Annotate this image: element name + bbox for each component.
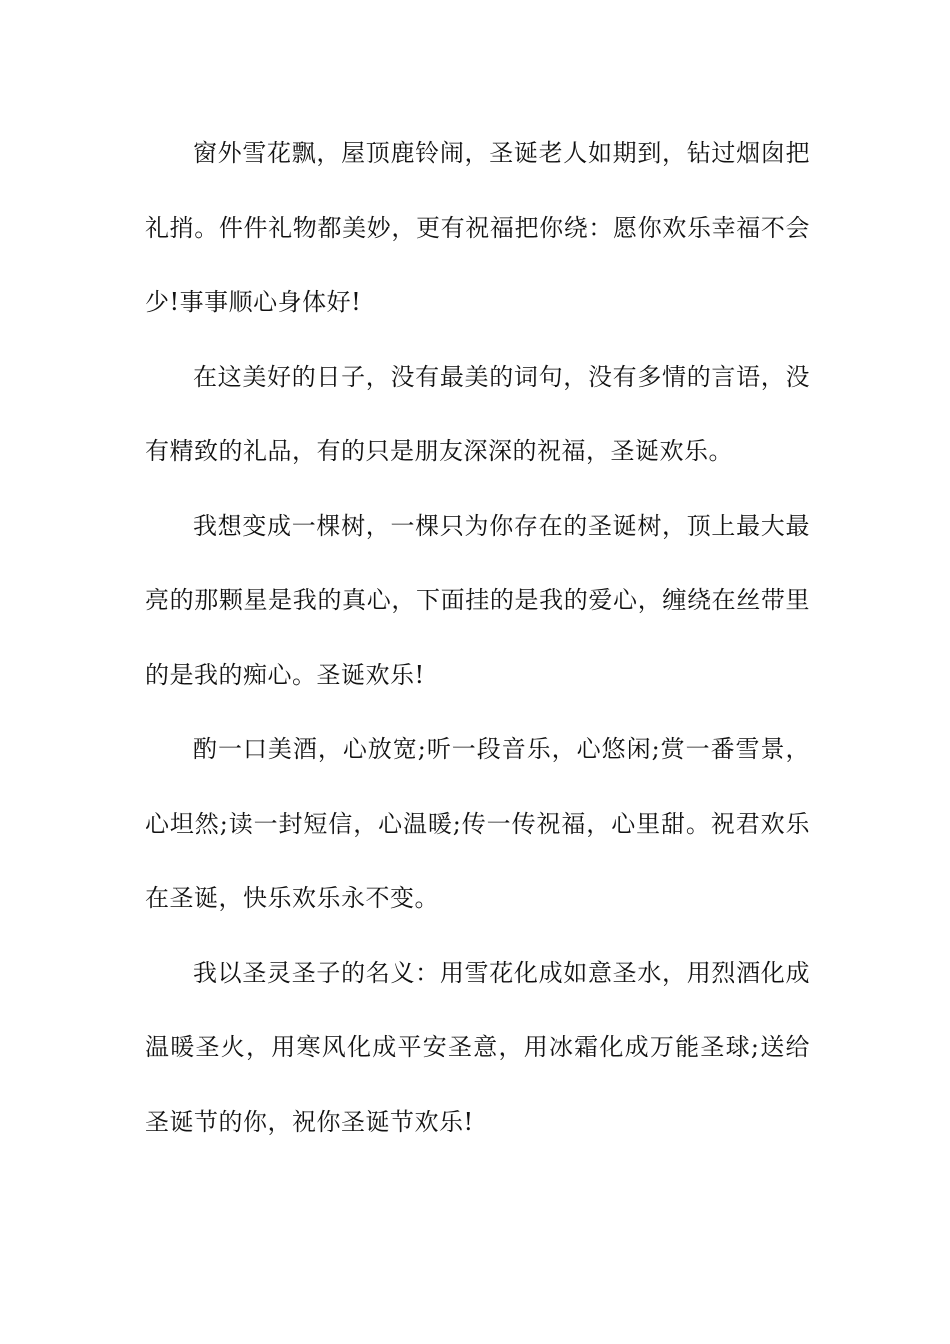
paragraph-5: 我以圣灵圣子的名义：用雪花化成如意圣水，用烈酒化成温暖圣火，用寒风化成平安圣意，用冰霜化成万能圣球;送给圣诞节的你，祝你圣诞节欢乐! xyxy=(145,958,810,1136)
paragraph-3: 我想变成一棵树，一棵只为你存在的圣诞树，顶上最大最亮的那颗星是我的真心，下面挂的是我的爱心，缠绕在丝带里的是我的痴心。圣诞欢乐! xyxy=(145,511,810,689)
document-body xyxy=(145,116,810,1159)
paragraph-1: 窗外雪花飘，屋顶鹿铃闹，圣诞老人如期到，钻过烟囱把礼捎。件件礼物都美妙，更有祝福把你绕：愿你欢乐幸福不会少!事事顺心身体好! xyxy=(145,139,810,316)
paragraph-2: 在这美好的日子，没有最美的词句，没有多情的言语，没有精致的礼品，有的只是朋友深深的祝福，圣诞欢乐。 xyxy=(145,362,810,465)
paragraph-4: 酌一口美酒，心放宽;听一段音乐，心悠闲;赏一番雪景，心坦然;读一封短信，心温暖;传一传祝福，心里甜。祝君欢乐在圣诞，快乐欢乐永不变。 xyxy=(145,735,810,912)
